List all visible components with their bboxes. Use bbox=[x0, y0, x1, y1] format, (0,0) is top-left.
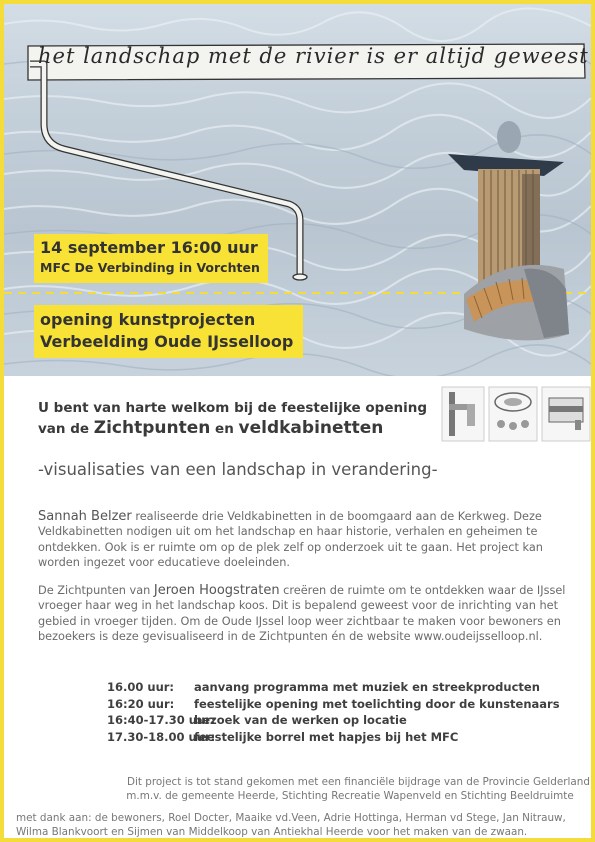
credits-line-3: met dank aan: de bewoners, Roel Docter, Maaike vd.Veen, Adrie Hottinga, Herman vd Stege, Jan Nitrauw, bbox=[16, 812, 566, 824]
credits-line-1: Dit project is tot stand gekomen met een financiële bijdrage van de Provincie Gelderland bbox=[126, 776, 590, 788]
schedule-row bbox=[107, 712, 560, 729]
welcome-line-1: U bent van harte welkom bij de feestelijke opening bbox=[38, 400, 427, 416]
opening-box bbox=[34, 305, 303, 358]
thumbnail-2 bbox=[489, 387, 537, 441]
schedule-time: 16.00 uur: bbox=[107, 680, 175, 694]
artist-name-hoogstraten: Jeroen Hoogstraten bbox=[153, 583, 280, 598]
schedule-desc: feestelijke borrel met hapjes bij het MFC bbox=[194, 729, 459, 744]
welcome-and: en bbox=[210, 421, 239, 437]
paragraph-hoogstraten-prefix: De Zichtpunten van bbox=[38, 584, 154, 597]
schedule-row bbox=[107, 729, 560, 746]
schedule-time: 16:20 uur: bbox=[107, 696, 175, 711]
opening-line-1: opening kunstprojecten bbox=[40, 310, 256, 329]
schedule-desc: feestelijke opening met toelichting door de kunstenaars bbox=[194, 696, 560, 711]
thumbnail-1 bbox=[442, 387, 484, 441]
paragraph-belzer-text: realiseerde drie Veldkabinetten in de boomgaard aan de Kerkweg. Deze Veldkabinetten nodigen uit om het landschap en haar historie, verhalen en geheimen te ontdekken. Ook is er ruimte om op de plek zelf op onderzoek uit te gaan. Het project kan worden ingezet voor educatieve doeleinden. bbox=[38, 510, 543, 569]
welcome-heading bbox=[38, 398, 427, 439]
hero-water-image bbox=[4, 4, 591, 376]
sketch-thumbnails bbox=[441, 386, 591, 442]
schedule-desc: bezoek van de werken op locatie bbox=[194, 713, 407, 727]
schedule-time: 16:40-17.30 uur: bbox=[107, 713, 216, 727]
banner bbox=[30, 42, 589, 82]
welcome-veldkabinetten: veldkabinetten bbox=[238, 418, 384, 438]
schedule-row bbox=[107, 679, 560, 696]
opening-line-2: Verbeelding Oude IJsselloop bbox=[40, 332, 294, 351]
artist-name-belzer: Sannah Belzer bbox=[38, 509, 132, 524]
venue-line: MFC De Verbinding in Vorchten bbox=[40, 260, 260, 275]
credits-line-2: m.m.v. de gemeente Heerde, Stichting Recreatie Wapenveld en Stichting Beeldruimte bbox=[126, 790, 574, 803]
subtitle: -visualisaties van een landschap in verandering- bbox=[38, 460, 438, 479]
thumbnail-3 bbox=[542, 387, 590, 441]
schedule-desc: aanvang programma met muziek en streekproducten bbox=[194, 680, 540, 694]
schedule bbox=[107, 679, 560, 745]
schedule-time: 17.30-18.00 uur: bbox=[107, 729, 216, 744]
welcome-prefix: van de bbox=[38, 421, 94, 437]
credits-line-4: Wilma Blankvoort en Sijmen van Middelkoop van Antiekhal Heerde voor het maken van de zwaan. bbox=[16, 826, 528, 839]
welcome-zichtpunten: Zichtpunten bbox=[93, 418, 211, 438]
paragraph-belzer bbox=[38, 509, 578, 570]
paragraph-hoogstraten-text: creëren de ruimte om te ontdekken waar de IJssel vroeger haar weg in het landschap koos. Dit is bepalend geweest voor de inrichting van het gebied in vroeger tijden. Om de Oude IJssel loop weer zichtbaar te maken voor bewoners en bezoekers is deze gevisualiseerd in de Zichtpunten én de website www.oudeijsselloop.nl. bbox=[38, 584, 566, 643]
date-box bbox=[34, 234, 268, 283]
banner-text: het landschap met de rivier is er altijd geweest bbox=[38, 44, 589, 68]
paragraph-hoogstraten bbox=[38, 583, 578, 644]
thanks-credits bbox=[16, 811, 566, 839]
date-line: 14 september 16:00 uur bbox=[40, 238, 258, 257]
funding-credits bbox=[110, 775, 590, 803]
schedule-row bbox=[107, 696, 560, 713]
